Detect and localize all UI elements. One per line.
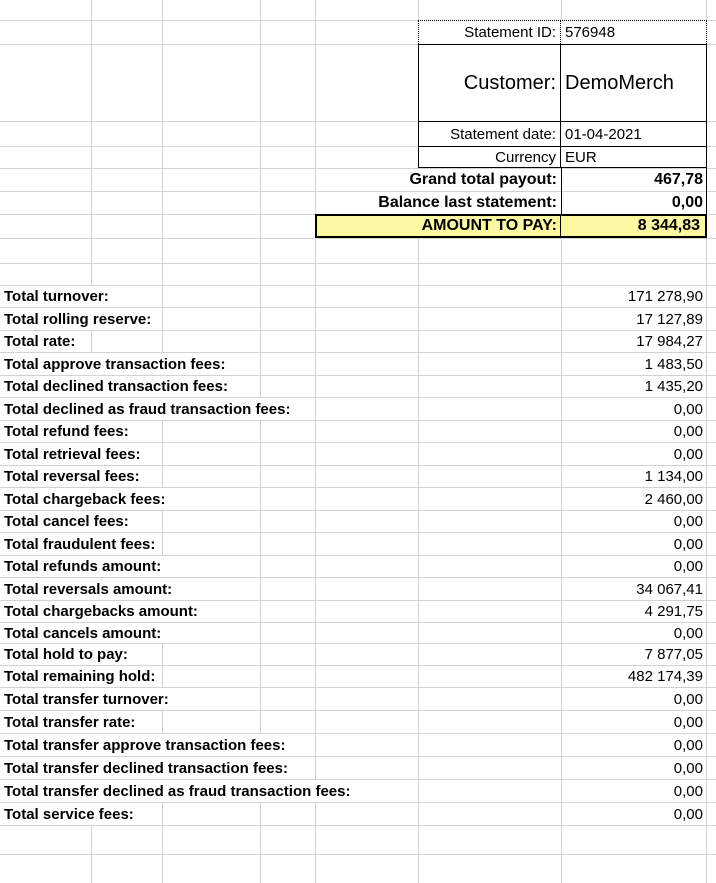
row-value[interactable]: 0,00 bbox=[673, 423, 703, 440]
table-row bbox=[0, 601, 716, 622]
currency-label-cell[interactable]: Currency bbox=[419, 147, 561, 167]
row-label[interactable]: Total reversal fees: bbox=[4, 468, 140, 485]
row-value[interactable]: 0,00 bbox=[673, 445, 703, 463]
statement-date-label-cell[interactable]: Statement date: bbox=[419, 122, 561, 146]
row-label[interactable]: Total transfer rate: bbox=[2, 711, 137, 733]
table-row bbox=[0, 398, 716, 420]
row-value[interactable]: 0,00 bbox=[673, 400, 703, 418]
row-value[interactable]: 0,00 bbox=[673, 535, 703, 553]
table-row bbox=[0, 421, 716, 442]
table-row bbox=[0, 711, 716, 733]
row-label[interactable]: Total transfer turnover: bbox=[2, 688, 171, 710]
amount-to-pay-label-cell[interactable]: AMOUNT TO PAY: bbox=[317, 216, 561, 236]
row-label[interactable]: Total chargeback fees: bbox=[2, 488, 167, 510]
table-row bbox=[0, 466, 716, 487]
row-value[interactable]: 482 174,39 bbox=[627, 668, 703, 685]
row-label[interactable]: Total chargebacks amount: bbox=[4, 603, 198, 620]
row-label[interactable]: Total remaining hold: bbox=[4, 668, 156, 685]
table-row bbox=[0, 331, 716, 352]
row-label[interactable]: Total service fees: bbox=[2, 803, 136, 825]
table-row bbox=[0, 734, 716, 756]
row-value[interactable]: 0,00 bbox=[673, 690, 703, 708]
customer-value-cell[interactable]: DemoMerch bbox=[565, 71, 674, 94]
row-label[interactable]: Total turnover: bbox=[4, 288, 109, 305]
row-value[interactable]: 0,00 bbox=[673, 805, 703, 823]
amount-to-pay-row bbox=[315, 214, 707, 238]
row-value[interactable]: 0,00 bbox=[673, 782, 703, 800]
row-label[interactable]: Total refund fees: bbox=[4, 423, 129, 440]
row-value[interactable]: 34 067,41 bbox=[636, 580, 703, 598]
table-row bbox=[0, 757, 716, 779]
grand-total-payout-value[interactable]: 467,78 bbox=[654, 171, 703, 188]
table-row bbox=[0, 688, 716, 710]
statement-id-row bbox=[418, 20, 707, 44]
row-label[interactable]: Total declined as fraud transaction fees: bbox=[2, 398, 292, 420]
row-label[interactable]: Total declined transaction fees: bbox=[4, 378, 228, 395]
grand-total-payout-label[interactable]: Grand total payout: bbox=[406, 169, 560, 191]
row-label[interactable]: Total transfer declined as fraud transaction fees: bbox=[2, 780, 352, 802]
row-value[interactable]: 0,00 bbox=[673, 558, 703, 575]
table-row bbox=[0, 644, 716, 665]
row-value[interactable]: 0,00 bbox=[673, 513, 703, 530]
table-row bbox=[0, 666, 716, 687]
row-value[interactable]: 17 127,89 bbox=[636, 310, 703, 328]
row-label[interactable]: Total rolling reserve: bbox=[2, 308, 153, 330]
table-row bbox=[0, 803, 716, 825]
table-row bbox=[0, 488, 716, 510]
row-value[interactable]: 2 460,00 bbox=[644, 490, 703, 508]
row-value[interactable]: 1 134,00 bbox=[644, 468, 703, 485]
row-label[interactable]: Total hold to pay: bbox=[4, 646, 128, 663]
table-row bbox=[0, 308, 716, 330]
balance-last-statement-label[interactable]: Balance last statement: bbox=[375, 192, 560, 213]
row-label[interactable]: Total refunds amount: bbox=[4, 558, 162, 575]
customer-label-cell[interactable]: Customer: bbox=[419, 45, 561, 121]
table-row bbox=[0, 353, 716, 375]
table-row bbox=[0, 511, 716, 532]
cell-border bbox=[706, 168, 707, 214]
row-label[interactable]: Total transfer approve transaction fees: bbox=[2, 734, 287, 756]
row-label[interactable]: Total approve transaction fees: bbox=[2, 353, 227, 375]
table-row bbox=[0, 286, 716, 307]
table-row bbox=[0, 443, 716, 465]
row-value[interactable]: 0,00 bbox=[673, 759, 703, 777]
customer-row bbox=[419, 45, 706, 122]
table-row bbox=[0, 578, 716, 600]
table-row bbox=[0, 623, 716, 643]
balance-last-statement-value[interactable]: 0,00 bbox=[671, 193, 703, 211]
row-label[interactable]: Total retrieval fees: bbox=[2, 443, 142, 465]
row-value[interactable]: 17 984,27 bbox=[636, 333, 703, 350]
row-label[interactable]: Total cancels amount: bbox=[4, 624, 162, 642]
currency-value-cell[interactable]: EUR bbox=[565, 148, 597, 166]
row-value[interactable]: 1 435,20 bbox=[644, 378, 703, 395]
row-value[interactable]: 0,00 bbox=[673, 624, 703, 642]
statement-date-value-cell[interactable]: 01-04-2021 bbox=[565, 125, 642, 143]
row-label[interactable]: Total cancel fees: bbox=[4, 513, 129, 530]
row-value[interactable]: 171 278,90 bbox=[627, 288, 703, 305]
table-row bbox=[0, 533, 716, 555]
statement-date-row bbox=[419, 122, 706, 147]
cell-border bbox=[561, 168, 562, 214]
row-label[interactable]: Total rate: bbox=[4, 333, 76, 350]
amount-to-pay-value-cell[interactable]: 8 344,83 bbox=[637, 217, 700, 234]
row-label[interactable]: Total transfer declined transaction fees: bbox=[2, 757, 290, 779]
table-row bbox=[0, 780, 716, 802]
row-value[interactable]: 1 483,50 bbox=[644, 355, 703, 373]
row-label[interactable]: Total fraudulent fees: bbox=[2, 533, 157, 555]
row-value[interactable]: 4 291,75 bbox=[644, 603, 703, 620]
table-row bbox=[0, 556, 716, 577]
statement-info-block bbox=[418, 44, 707, 168]
statement-id-value-cell[interactable]: 576948 bbox=[565, 24, 616, 41]
statement-id-label-cell[interactable]: Statement ID: bbox=[419, 21, 561, 44]
row-value[interactable]: 7 877,05 bbox=[644, 646, 703, 663]
row-value[interactable]: 0,00 bbox=[673, 713, 703, 731]
row-label[interactable]: Total reversals amount: bbox=[2, 578, 174, 600]
row-value[interactable]: 0,00 bbox=[673, 736, 703, 754]
currency-row bbox=[419, 147, 706, 167]
table-row bbox=[0, 376, 716, 397]
